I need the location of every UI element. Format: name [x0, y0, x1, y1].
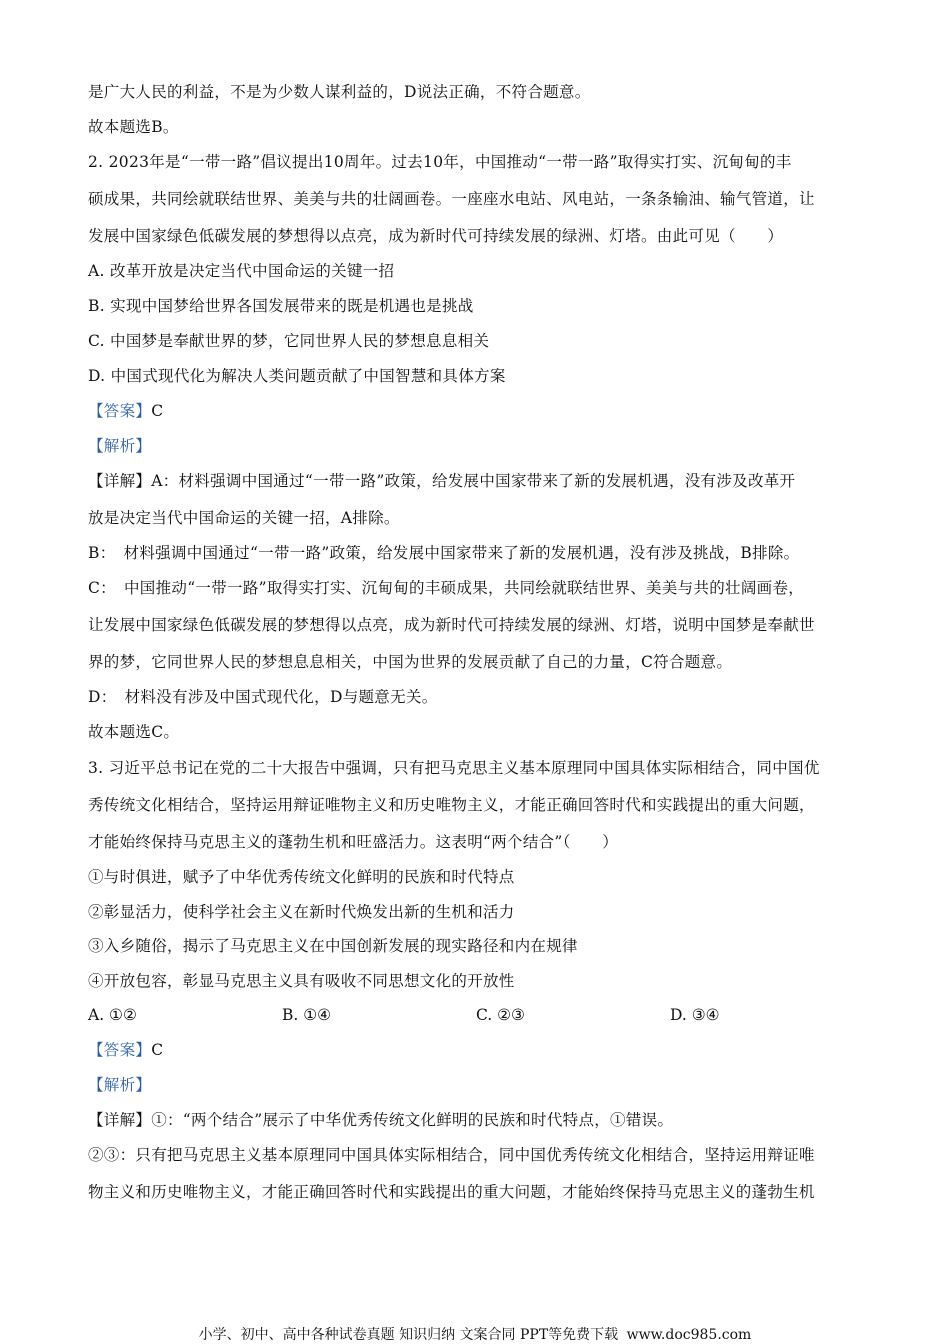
text-line: 是广大人民的利益，不是为少数人谋利益的，D说法正确，不符合题意。 [88, 83, 591, 101]
analysis-tag: 【解析】 [88, 437, 152, 455]
explanation-tag: 【详解】 [88, 1111, 152, 1129]
question-3-stem: 秀传统文化相结合，坚持运用辩证唯物主义和历史唯物主义，才能正确回答时代和实践提出的重大问题， [88, 796, 815, 814]
answer-tag: 【答案】 [88, 1041, 152, 1059]
options-row [88, 1005, 868, 1025]
answer-value: C [151, 1041, 164, 1059]
answer-tag: 【答案】 [88, 402, 152, 420]
question-2-stem: 发展中国家绿色低碳发展的梦想得以点亮，成为新时代可持续发展的绿洲、灯塔。由此可见（ ） [88, 227, 784, 245]
option-a: A. ①② [88, 1006, 137, 1024]
explanation-line: ②③：只有把马克思主义基本原理同中国具体实际相结合，同中国优秀传统文化相结合，坚持运用辩证唯 [88, 1146, 815, 1164]
option-b: B. 实现中国梦给世界各国发展带来的既是机遇也是挑战 [88, 297, 474, 315]
analysis-tag: 【解析】 [88, 1076, 152, 1094]
explanation-tag: 【详解】 [88, 472, 152, 490]
explanation-line: 【详解】A：材料强调中国通过“一带一路”政策，给发展中国家带来了新的发展机遇，没有涉及改革开 [88, 472, 796, 490]
question-3-stem: 才能始终保持马克思主义的蓬勃生机和旺盛活力。这表明“两个结合”（ ） [88, 833, 619, 851]
page-footer [0, 1324, 950, 1344]
statement-3: ③入乡随俗，揭示了马克思主义在中国创新发展的现实路径和内在规律 [88, 937, 578, 955]
explanation-line: C： 中国推动“一带一路”取得实打实、沉甸甸的丰硕成果，共同绘就联结世界、美美与共的壮阔画卷， [88, 579, 805, 597]
statement-4: ④开放包容，彰显马克思主义具有吸收不同思想文化的开放性 [88, 972, 515, 990]
explanation-line: 物主义和历史唯物主义，才能正确回答时代和实践提出的重大问题，才能始终保持马克思主义的蓬勃生机 [88, 1183, 815, 1201]
option-c: C. 中国梦是奉献世界的梦，它同世界人民的梦想息息相关 [88, 332, 490, 350]
question-3-stem: 3. 习近平总书记在党的二十大报告中强调，只有把马克思主义基本原理同中国具体实际相结合，同中国优 [88, 759, 820, 777]
option-d: D. ③④ [670, 1006, 720, 1024]
explanation-line: D： 材料没有涉及中国式现代化，D与题意无关。 [88, 688, 438, 706]
question-2-stem: 2. 2023年是“一带一路”倡议提出10周年。过去10年，中国推动“一带一路”取得实打实、沉甸甸的丰 [88, 153, 792, 171]
answer-value: C [151, 402, 164, 420]
option-a: A. 改革开放是决定当代中国命运的关键一招 [88, 262, 395, 280]
explanation-line: 让发展中国家绿色低碳发展的梦想得以点亮，成为新时代可持续发展的绿洲、灯塔，说明中国梦是奉献世 [88, 616, 815, 634]
footer-site-link[interactable]: www.doc985.com [626, 1327, 752, 1343]
footer-text: 小学、初中、高中各种试卷真题 知识归纳 文案合同 PPT等免费下载 [198, 1327, 619, 1343]
answer-line [88, 401, 868, 421]
explanation-line: B： 材料强调中国通过“一带一路”政策，给发展中国家带来了新的发展机遇，没有涉及挑战，B排除。 [88, 544, 800, 562]
explanation-line: 放是决定当代中国命运的关键一招，A排除。 [88, 509, 400, 527]
option-c: C. ②③ [476, 1006, 525, 1024]
option-b: B. ①④ [282, 1006, 332, 1024]
explanation-line: 界的梦，它同世界人民的梦想息息相关，中国为世界的发展贡献了自己的力量，C符合题意。 [88, 653, 733, 671]
statement-2: ②彰显活力，使科学社会主义在新时代焕发出新的生机和活力 [88, 903, 515, 921]
question-2-stem: 硕成果，共同绘就联结世界、美美与共的壮阔画卷。一座座水电站、风电站，一条条输油、输气管道，让 [88, 190, 815, 208]
statement-1: ①与时俱进，赋予了中华优秀传统文化鲜明的民族和时代特点 [88, 868, 515, 886]
text-line: 故本题选B。 [88, 118, 179, 136]
text-line: 故本题选C。 [88, 723, 180, 741]
explanation-line: 【详解】①：“两个结合”展示了中华优秀传统文化鲜明的民族和时代特点，①错误。 [88, 1111, 674, 1129]
answer-line [88, 1040, 868, 1060]
option-d: D. 中国式现代化为解决人类问题贡献了中国智慧和具体方案 [88, 367, 506, 385]
